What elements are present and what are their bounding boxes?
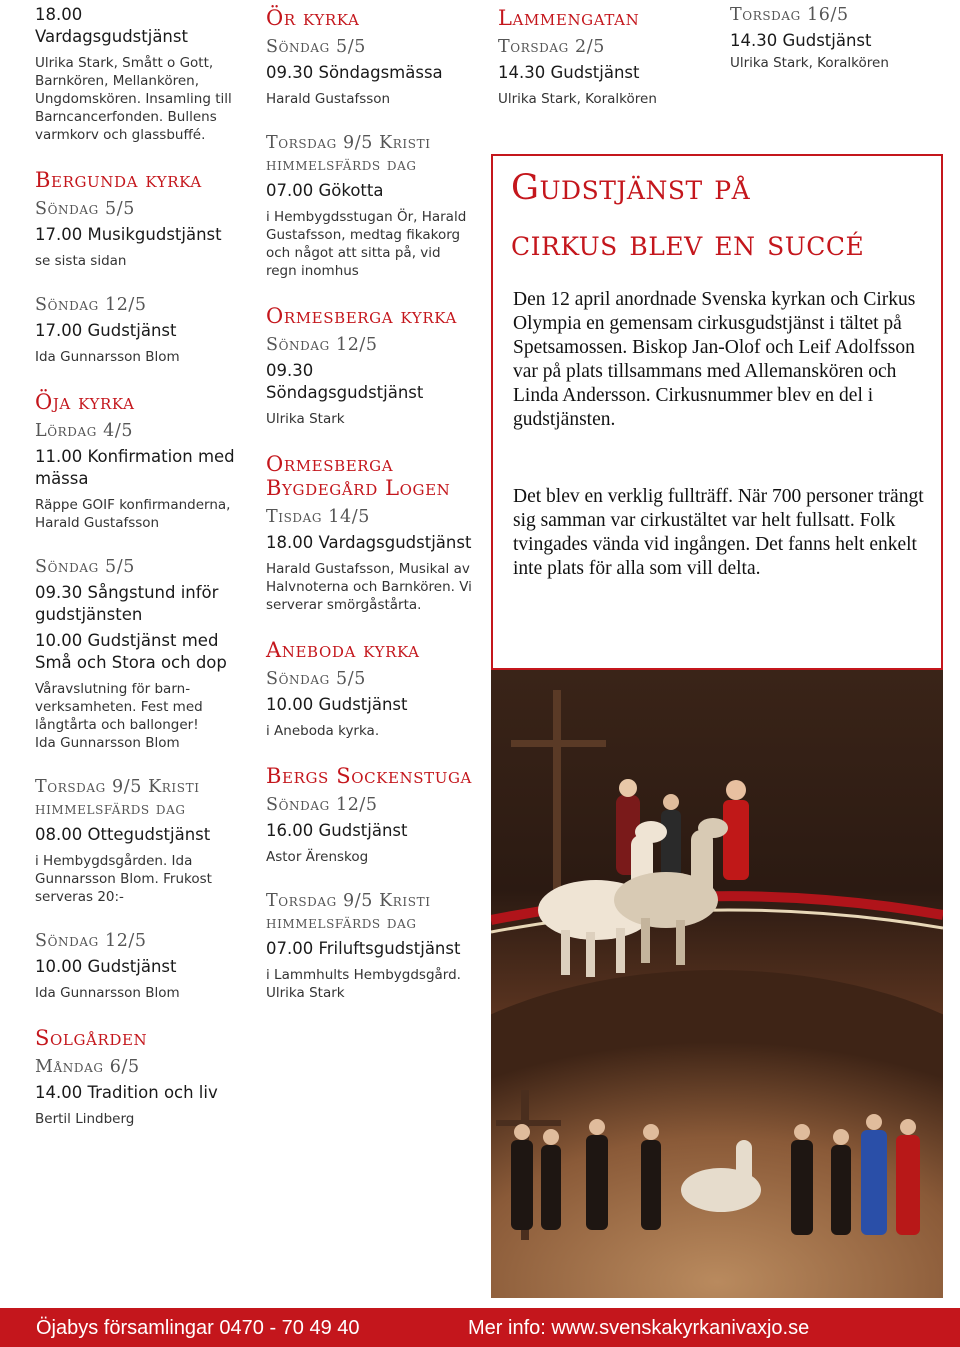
event-note: Harald Gustafsson — [266, 91, 391, 107]
column-2 — [266, 6, 474, 1002]
church-heading: Bergunda kyrka — [35, 168, 202, 192]
event-time: 17.00 Musikgudstjänst — [35, 225, 222, 244]
event-note: Ida Gunnarsson Blom — [35, 735, 180, 751]
event-time: 14.00 Tradition och liv — [35, 1083, 218, 1102]
footer-bar — [0, 1308, 960, 1347]
church-heading: Ormesberga kyrka — [266, 304, 457, 328]
event-time: 14.30 Gudstjänst — [730, 31, 872, 50]
church-heading: Bergs Sockenstuga — [266, 764, 472, 788]
article-title-line-2: cirkus blev en succé — [511, 224, 865, 264]
event-date: Torsdag 16/5 — [730, 5, 849, 25]
church-heading: Lammengatan — [498, 6, 640, 30]
article-box — [491, 154, 943, 670]
event-date: Tisdag 14/5 — [266, 507, 370, 527]
event-note: Ulrika Stark, Koralkören — [730, 55, 889, 71]
church-heading: Ormesberga Bygdegård Logen — [266, 452, 451, 500]
event-time: 08.00 Ottegudstjänst — [35, 825, 211, 844]
event-time: 07.00 Gökotta — [266, 181, 384, 200]
event-date: Torsdag 9/5 Kristi himmelsfärds dag — [266, 133, 431, 175]
event-note: Räppe GOIF konfirmanderna, Harald Gustafsson — [35, 497, 231, 531]
event-date: Torsdag 2/5 — [498, 37, 605, 57]
event-note: Ulrika Stark, Koralkören — [498, 91, 657, 107]
event-date: Måndag 6/5 — [35, 1057, 140, 1077]
event-time: 16.00 Gudstjänst — [266, 821, 408, 840]
article-title — [511, 160, 864, 272]
event-time: 17.00 Gudstjänst — [35, 321, 177, 340]
event-date: Söndag 12/5 — [266, 335, 378, 355]
event-date: Söndag 5/5 — [266, 669, 366, 689]
event-date: Torsdag 9/5 Kristi himmelsfärds dag — [35, 777, 200, 819]
event-date: Torsdag 9/5 Kristi himmelsfärds dag — [266, 891, 431, 933]
event-note: i Hembygdsgården. Ida Gunnarsson Blom. Frukost serveras 20:- — [35, 853, 212, 905]
event-date: Lördag 4/5 — [35, 421, 134, 441]
column-1 — [35, 4, 235, 1128]
event-title: Vardagsgudstjänst — [35, 27, 188, 46]
event-note: Ulrika Stark, Smått o Gott, Barnkören, Mellankören, Ungdomskören. Insamling till Barncancerfonden. Bullens varmkorv och glassbuffé. — [35, 55, 232, 143]
church-heading: Öja kyrka — [35, 390, 135, 414]
event-time: 09.30 Söndagsmässa — [266, 63, 443, 82]
event-time: 10.00 Gudstjänst — [35, 957, 177, 976]
event-note: Våravslutning för barn-verksamheten. Fest med långtårta och ballonger! — [35, 681, 203, 733]
church-heading: Solgården — [35, 1026, 148, 1050]
event-time: 09.30 Söndagsgudstjänst — [266, 361, 424, 402]
event-date: Söndag 5/5 — [266, 37, 366, 57]
event-note: Astor Ärenskog — [266, 849, 369, 865]
column-3 — [498, 6, 708, 108]
event-note: i Lammhults Hembygdsgård. Ulrika Stark — [266, 967, 461, 1001]
event-note: Bertil Lindberg — [35, 1111, 135, 1127]
article-paragraph: Det blev en verklig fullträff. När 700 personer trängt sig samman var cirkustältet var helt fullsatt. Folk tvingades vända vid ingången. Det fanns helt enkelt inte plats för alla som vill delta. — [513, 486, 924, 579]
event-time: 07.00 Friluftsgudstjänst — [266, 939, 461, 958]
column-4 — [730, 4, 940, 72]
event-date: Söndag 12/5 — [35, 295, 147, 315]
article-paragraph: Den 12 april anordnade Svenska kyrkan och Cirkus Olympia en gemensam cirkusgudstjänst i tältet på Spetsamossen. Biskop Jan-Olof och Leif Adolfsson var på plats tillsammans med Allemanskören och Linda Andersson. Cirkusnummer blev en del i gudstjänsten. — [513, 289, 916, 430]
event-time: 18.00 Vardagsgudstjänst — [266, 533, 472, 552]
event-note: Ida Gunnarsson Blom — [35, 985, 180, 1001]
event-time: 10.00 Gudstjänst med Små och Stora och dop — [35, 631, 227, 672]
event-date: Söndag 5/5 — [35, 199, 135, 219]
church-heading: Aneboda kyrka — [266, 638, 420, 662]
event-note: i Aneboda kyrka. — [266, 723, 380, 739]
event-note: Ulrika Stark — [266, 411, 345, 427]
footer-phone: Öjabys församlingar 0470 - 70 49 40 — [36, 1317, 360, 1339]
event-date: Söndag 12/5 — [35, 931, 147, 951]
article-body — [513, 288, 933, 634]
event-note: Harald Gustafsson, Musikal av Halvnoterna och Barnkören. Vi serverar smörgåstårta. — [266, 561, 472, 613]
event-time: 10.00 Gudstjänst — [266, 695, 408, 714]
event-time: 14.30 Gudstjänst — [498, 63, 640, 82]
event-time: 09.30 Sångstund inför gudstjänsten — [35, 583, 219, 624]
event-date: Söndag 5/5 — [35, 557, 135, 577]
footer-website[interactable]: Mer info: www.svenskakyrkanivaxjo.se — [468, 1317, 810, 1339]
article-title-line-1: Gudstjänst på — [511, 168, 751, 208]
church-heading: Ör kyrka — [266, 6, 360, 30]
event-time: 11.00 Konfirmation med mässa — [35, 447, 235, 488]
event-note: se sista sidan — [35, 253, 127, 269]
circus-photo — [491, 670, 943, 1298]
event-note: i Hembygdsstugan Ör, Harald Gustafsson, medtag fikakorg och något att sitta på, vid regn inomhus — [266, 209, 467, 279]
event-note: Ida Gunnarsson Blom — [35, 349, 180, 365]
event-date: Söndag 12/5 — [266, 795, 378, 815]
event-time: 18.00 — [35, 5, 83, 24]
